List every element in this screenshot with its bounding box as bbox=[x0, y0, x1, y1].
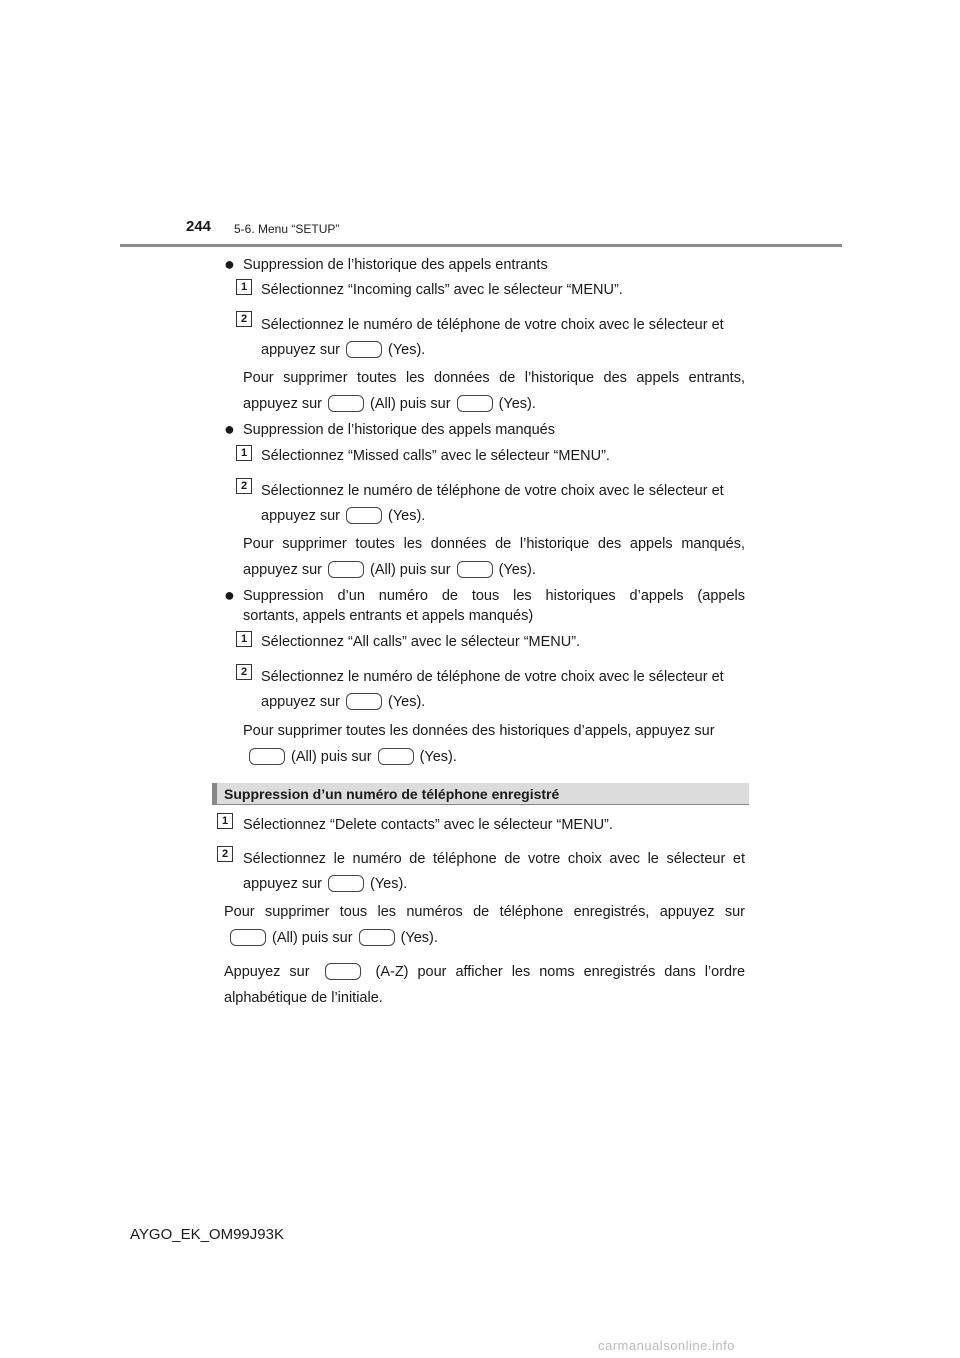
all-title-line2: sortants, appels entrants et appels manqués) bbox=[243, 608, 534, 624]
yes-button-icon bbox=[457, 561, 493, 578]
yes-button-icon bbox=[346, 507, 382, 524]
step-2-badge: 2 bbox=[236, 478, 252, 494]
yes-button-icon bbox=[346, 341, 382, 358]
missed-note-line2: appuyez sur (All) puis sur (Yes). bbox=[243, 562, 536, 578]
step-1-badge: 1 bbox=[217, 813, 233, 829]
incoming-note-line2: appuyez sur (All) puis sur (Yes). bbox=[243, 396, 536, 412]
page-number: 244 bbox=[186, 218, 212, 235]
missed-note-line1: Pour supprimer toutes les données de l’historique des appels manqués, bbox=[243, 536, 745, 552]
step-2-badge: 2 bbox=[217, 846, 233, 862]
all-button-icon bbox=[249, 748, 285, 765]
step-1-badge: 1 bbox=[236, 279, 252, 295]
all-step1: Sélectionnez “All calls” avec le sélecteur “MENU”. bbox=[261, 634, 581, 650]
incoming-note-line1: Pour supprimer toutes les données de l’historique des appels entrants, bbox=[243, 370, 745, 386]
section-heading: Suppression d’un numéro de téléphone enregistré bbox=[224, 786, 560, 802]
header-rule bbox=[120, 244, 842, 247]
all-title-line1: Suppression d’un numéro de tous les historiques d’appels (appels bbox=[243, 588, 745, 604]
missed-step2-line2: appuyez sur (Yes). bbox=[261, 508, 426, 524]
watermark: carmanualsonline.info bbox=[598, 1338, 735, 1353]
yes-button-icon bbox=[328, 875, 364, 892]
all-step2-line2: appuyez sur (Yes). bbox=[261, 694, 426, 710]
all-button-icon bbox=[328, 561, 364, 578]
registered-note-line1: Pour supprimer tous les numéros de téléphone enregistrés, appuyez sur bbox=[224, 904, 745, 920]
registered-az-line1: Appuyez sur (A-Z) pour afficher les noms enregistrés dans l’ordre bbox=[224, 964, 746, 980]
yes-button-icon bbox=[346, 693, 382, 710]
step-1-badge: 1 bbox=[236, 631, 252, 647]
all-step2-line1: Sélectionnez le numéro de téléphone de votre choix avec le sélecteur et bbox=[261, 669, 724, 685]
bullet-icon: ● bbox=[224, 585, 235, 605]
missed-title: Suppression de l’historique des appels manqués bbox=[243, 422, 555, 438]
yes-button-icon bbox=[359, 929, 395, 946]
all-note-line2: (All) puis sur (Yes). bbox=[243, 748, 457, 766]
all-button-icon bbox=[230, 929, 266, 946]
incoming-step1: Sélectionnez “Incoming calls” avec le sélecteur “MENU”. bbox=[261, 282, 623, 298]
registered-step1: Sélectionnez “Delete contacts” avec le sélecteur “MENU”. bbox=[243, 817, 613, 833]
section-title: 5-6. Menu “SETUP” bbox=[234, 222, 340, 236]
incoming-title: Suppression de l’historique des appels entrants bbox=[243, 257, 548, 273]
incoming-step2-line1: Sélectionnez le numéro de téléphone de votre choix avec le sélecteur et bbox=[261, 317, 724, 333]
bullet-icon: ● bbox=[224, 254, 235, 274]
missed-step2-line1: Sélectionnez le numéro de téléphone de votre choix avec le sélecteur et bbox=[261, 483, 724, 499]
registered-note-line2: (All) puis sur (Yes). bbox=[224, 929, 438, 947]
missed-step1: Sélectionnez “Missed calls” avec le sélecteur “MENU”. bbox=[261, 448, 610, 464]
all-button-icon bbox=[328, 395, 364, 412]
yes-button-icon bbox=[457, 395, 493, 412]
step-2-badge: 2 bbox=[236, 311, 252, 327]
incoming-step2-line2: appuyez sur (Yes). bbox=[261, 342, 426, 358]
registered-step2-line1: Sélectionnez le numéro de téléphone de votre choix avec le sélecteur et bbox=[243, 851, 745, 867]
step-2-badge: 2 bbox=[236, 664, 252, 680]
registered-az-line2: alphabétique de l’initiale. bbox=[224, 990, 383, 1006]
bullet-icon: ● bbox=[224, 419, 235, 439]
step-1-badge: 1 bbox=[236, 445, 252, 461]
registered-step2-line2: appuyez sur (Yes). bbox=[243, 876, 408, 892]
yes-button-icon bbox=[378, 748, 414, 765]
az-button-icon bbox=[325, 963, 361, 980]
document-code: AYGO_EK_OM99J93K bbox=[130, 1226, 284, 1243]
all-note-line1: Pour supprimer toutes les données des historiques d’appels, appuyez sur bbox=[243, 723, 715, 739]
